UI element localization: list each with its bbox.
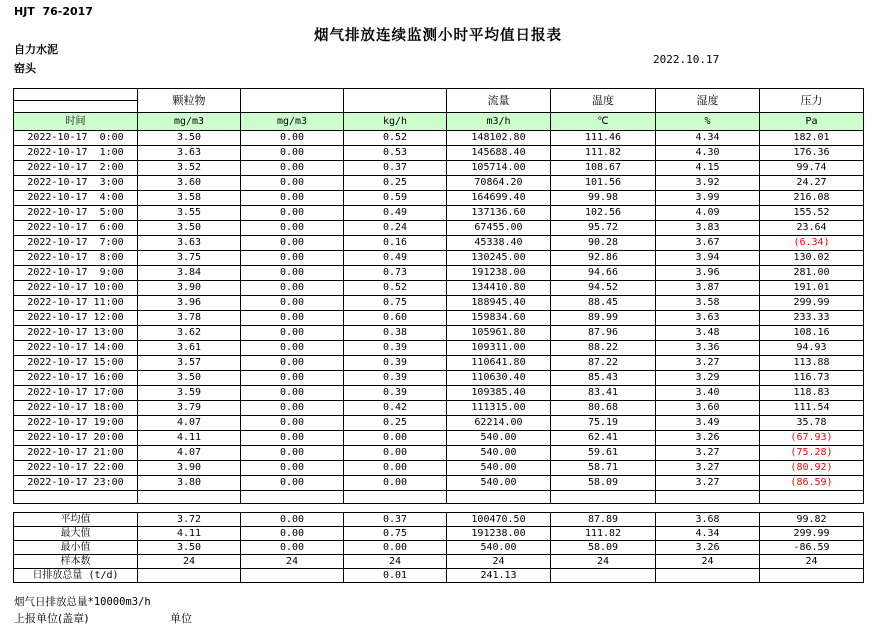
standard-code: HJT 76-2017 — [14, 5, 93, 18]
data-cell: (75.28) — [760, 446, 864, 461]
summary-cell: 87.89 — [551, 513, 656, 527]
data-cell: (67.93) — [760, 431, 864, 446]
summary-cell: 3.26 — [656, 541, 760, 555]
hour-row — [14, 281, 864, 296]
summary-cell-label: 平均值 — [14, 513, 138, 527]
data-cell: 3.29 — [656, 371, 760, 386]
summary-cell: 4.11 — [138, 527, 241, 541]
data-cell: 58.71 — [551, 461, 656, 476]
data-cell: 299.99 — [760, 296, 864, 311]
blank-cell — [760, 491, 864, 504]
data-cell: 109385.40 — [447, 386, 551, 401]
data-cell: 0.00 — [344, 446, 447, 461]
unit-header-row — [14, 113, 864, 131]
data-cell: 130.02 — [760, 251, 864, 266]
summary-cell: 3.68 — [656, 513, 760, 527]
blank-row — [14, 491, 864, 504]
data-cell: 0.24 — [344, 221, 447, 236]
unit-header-cell: mg/m3 — [138, 113, 241, 131]
data-cell: 108.67 — [551, 161, 656, 176]
hour-row — [14, 476, 864, 491]
data-cell: 216.08 — [760, 191, 864, 206]
data-cell: 88.45 — [551, 296, 656, 311]
data-cell-label: 2022-10-17 4:00 — [14, 191, 138, 206]
data-cell: 0.00 — [241, 191, 344, 206]
summary-cell: 540.00 — [447, 541, 551, 555]
summary-cell: 0.01 — [344, 569, 447, 583]
summary-cell — [138, 569, 241, 583]
data-cell: 3.49 — [656, 416, 760, 431]
summary-cell: 0.75 — [344, 527, 447, 541]
data-cell-label: 2022-10-17 3:00 — [14, 176, 138, 191]
data-cell-label: 2022-10-17 23:00 — [14, 476, 138, 491]
data-cell: 3.50 — [138, 221, 241, 236]
data-cell: 0.00 — [241, 371, 344, 386]
data-cell: 0.00 — [344, 431, 447, 446]
data-cell: 94.66 — [551, 266, 656, 281]
group-header-cell — [344, 89, 447, 113]
data-cell-label: 2022-10-17 10:00 — [14, 281, 138, 296]
summary-cell-label: 样本数 — [14, 555, 138, 569]
data-cell: (80.92) — [760, 461, 864, 476]
data-cell: 0.73 — [344, 266, 447, 281]
data-cell: 4.07 — [138, 446, 241, 461]
group-header-row — [14, 89, 864, 113]
group-header-cell: 流量 — [447, 89, 551, 113]
data-cell: 0.00 — [241, 251, 344, 266]
data-cell: 0.39 — [344, 386, 447, 401]
site-name: 窑头 — [14, 62, 36, 75]
footer-daily-total-label: 烟气日排放总量*10000m3/h — [14, 596, 151, 608]
data-cell: 3.75 — [138, 251, 241, 266]
data-cell: 233.33 — [760, 311, 864, 326]
data-cell: 45338.40 — [447, 236, 551, 251]
data-cell: 0.39 — [344, 356, 447, 371]
hour-row — [14, 326, 864, 341]
hour-row — [14, 191, 864, 206]
data-cell: 0.00 — [241, 311, 344, 326]
blank-cell — [656, 491, 760, 504]
data-cell: 0.00 — [241, 476, 344, 491]
data-cell: 0.00 — [241, 401, 344, 416]
data-cell: 3.83 — [656, 221, 760, 236]
hour-row — [14, 161, 864, 176]
data-cell: 3.63 — [138, 146, 241, 161]
unit-header-cell: Pa — [760, 113, 864, 131]
data-cell: 23.64 — [760, 221, 864, 236]
data-cell: 0.00 — [344, 461, 447, 476]
data-cell: 0.38 — [344, 326, 447, 341]
hour-row — [14, 206, 864, 221]
group-header-cell — [241, 89, 344, 113]
data-cell: 3.59 — [138, 386, 241, 401]
data-cell: 0.00 — [344, 476, 447, 491]
data-cell: 0.00 — [241, 461, 344, 476]
report-date: 2022.10.17 — [653, 53, 720, 66]
hour-row — [14, 266, 864, 281]
data-cell: 35.78 — [760, 416, 864, 431]
data-cell: 3.52 — [138, 161, 241, 176]
data-cell: 4.11 — [138, 431, 241, 446]
data-cell: 3.79 — [138, 401, 241, 416]
data-cell: 3.48 — [656, 326, 760, 341]
data-cell: 0.39 — [344, 371, 447, 386]
data-cell: 89.99 — [551, 311, 656, 326]
data-cell: 3.90 — [138, 281, 241, 296]
data-cell: 83.41 — [551, 386, 656, 401]
data-cell: 4.30 — [656, 146, 760, 161]
data-cell: 0.00 — [241, 296, 344, 311]
unit-header-cell: ℃ — [551, 113, 656, 131]
summary-cell: 3.50 — [138, 541, 241, 555]
data-cell: 3.62 — [138, 326, 241, 341]
footer-reporting-unit-label: 上报单位(盖章) — [14, 612, 89, 625]
hour-row — [14, 146, 864, 161]
data-cell: 191238.00 — [447, 266, 551, 281]
data-cell: 111.54 — [760, 401, 864, 416]
data-cell: 3.87 — [656, 281, 760, 296]
hour-row — [14, 176, 864, 191]
blank-cell — [447, 491, 551, 504]
summary-table — [13, 512, 864, 583]
summary-cell: 0.00 — [344, 541, 447, 555]
unit-header-cell: % — [656, 113, 760, 131]
data-cell: 0.49 — [344, 206, 447, 221]
hour-row — [14, 401, 864, 416]
blank-cell-label — [14, 491, 138, 504]
data-cell: 164699.40 — [447, 191, 551, 206]
summary-cell: 24 — [760, 555, 864, 569]
data-cell: 87.22 — [551, 356, 656, 371]
data-cell-label: 2022-10-17 21:00 — [14, 446, 138, 461]
data-cell-label: 2022-10-17 14:00 — [14, 341, 138, 356]
data-cell: 0.00 — [241, 386, 344, 401]
data-cell-label: 2022-10-17 20:00 — [14, 431, 138, 446]
data-cell: 3.63 — [138, 236, 241, 251]
data-cell: 94.93 — [760, 341, 864, 356]
footer-unit-label: 单位 — [170, 612, 192, 625]
data-cell-label: 2022-10-17 0:00 — [14, 131, 138, 146]
data-cell: 0.00 — [241, 446, 344, 461]
data-cell: 137136.60 — [447, 206, 551, 221]
group-header-cell: 颗粒物 — [138, 89, 241, 113]
data-cell: 0.00 — [241, 236, 344, 251]
data-cell: 3.55 — [138, 206, 241, 221]
data-cell-label: 2022-10-17 18:00 — [14, 401, 138, 416]
data-cell: 540.00 — [447, 476, 551, 491]
data-cell: 109311.00 — [447, 341, 551, 356]
hour-row — [14, 296, 864, 311]
data-cell: 159834.60 — [447, 311, 551, 326]
summary-row — [14, 555, 864, 569]
data-cell: 3.61 — [138, 341, 241, 356]
summary-cell — [760, 569, 864, 583]
summary-cell: 100470.50 — [447, 513, 551, 527]
data-cell: 540.00 — [447, 431, 551, 446]
summary-cell — [551, 569, 656, 583]
data-cell: 3.60 — [656, 401, 760, 416]
data-cell: 67455.00 — [447, 221, 551, 236]
data-cell: 3.90 — [138, 461, 241, 476]
data-cell: 4.09 — [656, 206, 760, 221]
data-cell: (86.59) — [760, 476, 864, 491]
data-cell: 87.96 — [551, 326, 656, 341]
data-cell-label: 2022-10-17 12:00 — [14, 311, 138, 326]
data-cell: 118.83 — [760, 386, 864, 401]
data-cell-label: 2022-10-17 15:00 — [14, 356, 138, 371]
unit-header-cell-label: 时间 — [14, 113, 138, 131]
data-cell: 0.00 — [241, 326, 344, 341]
summary-cell: 99.82 — [760, 513, 864, 527]
data-cell: 80.68 — [551, 401, 656, 416]
hour-row — [14, 236, 864, 251]
data-cell: 0.39 — [344, 341, 447, 356]
data-cell: 3.27 — [656, 461, 760, 476]
summary-cell: 24 — [447, 555, 551, 569]
data-cell: 3.84 — [138, 266, 241, 281]
data-cell: 3.63 — [656, 311, 760, 326]
data-cell: 3.27 — [656, 446, 760, 461]
data-cell: 3.58 — [656, 296, 760, 311]
data-cell: 145688.40 — [447, 146, 551, 161]
data-cell: 0.00 — [241, 131, 344, 146]
data-cell: 0.37 — [344, 161, 447, 176]
data-cell-label: 2022-10-17 19:00 — [14, 416, 138, 431]
summary-row — [14, 569, 864, 583]
data-cell: 0.00 — [241, 431, 344, 446]
data-cell: 0.00 — [241, 176, 344, 191]
group-header-cell: 温度 — [551, 89, 656, 113]
data-cell: 182.01 — [760, 131, 864, 146]
blank-cell — [241, 491, 344, 504]
data-cell: 0.52 — [344, 131, 447, 146]
data-cell: 101.56 — [551, 176, 656, 191]
time-header-spacer — [14, 89, 138, 113]
summary-cell: -86.59 — [760, 541, 864, 555]
data-cell: 70864.20 — [447, 176, 551, 191]
data-cell: 102.56 — [551, 206, 656, 221]
summary-cell: 24 — [344, 555, 447, 569]
data-cell: 540.00 — [447, 446, 551, 461]
data-cell: 62214.00 — [447, 416, 551, 431]
data-cell-label: 2022-10-17 17:00 — [14, 386, 138, 401]
data-cell: 0.00 — [241, 266, 344, 281]
summary-cell: 58.09 — [551, 541, 656, 555]
data-cell-label: 2022-10-17 22:00 — [14, 461, 138, 476]
data-cell: 110630.40 — [447, 371, 551, 386]
data-cell: (6.34) — [760, 236, 864, 251]
data-cell: 105714.00 — [447, 161, 551, 176]
data-cell: 116.73 — [760, 371, 864, 386]
unit-header-cell: mg/m3 — [241, 113, 344, 131]
data-cell: 0.53 — [344, 146, 447, 161]
data-cell: 0.42 — [344, 401, 447, 416]
data-cell: 0.00 — [241, 281, 344, 296]
data-cell: 111.46 — [551, 131, 656, 146]
hour-row — [14, 386, 864, 401]
data-cell: 113.88 — [760, 356, 864, 371]
summary-cell: 0.00 — [241, 527, 344, 541]
data-cell: 0.25 — [344, 416, 447, 431]
data-cell: 148102.80 — [447, 131, 551, 146]
hour-row — [14, 431, 864, 446]
data-cell: 85.43 — [551, 371, 656, 386]
data-cell-label: 2022-10-17 9:00 — [14, 266, 138, 281]
summary-cell: 191238.00 — [447, 527, 551, 541]
blank-cell — [551, 491, 656, 504]
data-cell-label: 2022-10-17 5:00 — [14, 206, 138, 221]
summary-cell: 241.13 — [447, 569, 551, 583]
summary-row — [14, 527, 864, 541]
summary-cell: 3.72 — [138, 513, 241, 527]
data-cell: 94.52 — [551, 281, 656, 296]
summary-cell-label: 最小值 — [14, 541, 138, 555]
data-cell: 3.50 — [138, 371, 241, 386]
unit-header-cell: m3/h — [447, 113, 551, 131]
summary-cell: 111.82 — [551, 527, 656, 541]
hour-row — [14, 341, 864, 356]
data-cell: 3.96 — [138, 296, 241, 311]
data-cell: 3.36 — [656, 341, 760, 356]
data-cell: 90.28 — [551, 236, 656, 251]
summary-row — [14, 541, 864, 555]
summary-cell — [241, 569, 344, 583]
group-header-cell: 湿度 — [656, 89, 760, 113]
data-cell: 0.25 — [344, 176, 447, 191]
report-title: 烟气排放连续监测小时平均值日报表 — [314, 28, 562, 44]
data-cell: 95.72 — [551, 221, 656, 236]
data-cell: 99.74 — [760, 161, 864, 176]
data-cell: 0.75 — [344, 296, 447, 311]
data-cell: 4.07 — [138, 416, 241, 431]
data-cell: 24.27 — [760, 176, 864, 191]
data-cell: 0.00 — [241, 146, 344, 161]
data-cell: 0.00 — [241, 356, 344, 371]
data-cell: 130245.00 — [447, 251, 551, 266]
data-cell: 155.52 — [760, 206, 864, 221]
data-cell: 0.00 — [241, 416, 344, 431]
data-cell-label: 2022-10-17 8:00 — [14, 251, 138, 266]
data-cell: 191.01 — [760, 281, 864, 296]
data-cell: 59.61 — [551, 446, 656, 461]
summary-cell — [656, 569, 760, 583]
unit-header-cell: kg/h — [344, 113, 447, 131]
company-name: 自力水泥 — [14, 43, 58, 56]
summary-cell-label: 日排放总量 (t/d) — [14, 569, 138, 583]
data-cell: 0.52 — [344, 281, 447, 296]
hour-row — [14, 311, 864, 326]
hour-row — [14, 251, 864, 266]
data-cell: 0.16 — [344, 236, 447, 251]
hour-row — [14, 221, 864, 236]
data-cell: 3.26 — [656, 431, 760, 446]
data-cell: 3.99 — [656, 191, 760, 206]
data-cell: 75.19 — [551, 416, 656, 431]
summary-cell: 24 — [138, 555, 241, 569]
data-cell: 0.49 — [344, 251, 447, 266]
data-cell: 4.15 — [656, 161, 760, 176]
summary-cell: 299.99 — [760, 527, 864, 541]
data-cell: 4.34 — [656, 131, 760, 146]
hour-row — [14, 446, 864, 461]
data-cell: 3.27 — [656, 356, 760, 371]
summary-cell: 24 — [656, 555, 760, 569]
data-cell: 62.41 — [551, 431, 656, 446]
summary-cell-label: 最大值 — [14, 527, 138, 541]
data-cell: 108.16 — [760, 326, 864, 341]
hour-row — [14, 371, 864, 386]
data-cell: 3.67 — [656, 236, 760, 251]
data-cell: 111315.00 — [447, 401, 551, 416]
data-cell: 3.94 — [656, 251, 760, 266]
data-cell-label: 2022-10-17 11:00 — [14, 296, 138, 311]
data-cell: 134410.80 — [447, 281, 551, 296]
summary-row — [14, 513, 864, 527]
hourly-data-table — [13, 88, 864, 504]
data-cell-label: 2022-10-17 13:00 — [14, 326, 138, 341]
data-cell: 58.09 — [551, 476, 656, 491]
summary-cell: 0.37 — [344, 513, 447, 527]
summary-cell: 24 — [241, 555, 344, 569]
data-cell: 3.60 — [138, 176, 241, 191]
data-cell: 281.00 — [760, 266, 864, 281]
data-cell: 111.82 — [551, 146, 656, 161]
data-cell: 0.00 — [241, 206, 344, 221]
blank-cell — [344, 491, 447, 504]
hour-row — [14, 461, 864, 476]
data-cell: 110641.80 — [447, 356, 551, 371]
hour-row — [14, 131, 864, 146]
data-cell: 176.36 — [760, 146, 864, 161]
summary-cell: 24 — [551, 555, 656, 569]
data-cell: 540.00 — [447, 461, 551, 476]
data-cell: 3.40 — [656, 386, 760, 401]
group-header-cell: 压力 — [760, 89, 864, 113]
summary-cell: 0.00 — [241, 541, 344, 555]
data-cell: 3.92 — [656, 176, 760, 191]
data-cell: 0.00 — [241, 221, 344, 236]
data-cell: 105961.80 — [447, 326, 551, 341]
data-cell-label: 2022-10-17 1:00 — [14, 146, 138, 161]
data-cell: 3.80 — [138, 476, 241, 491]
data-cell: 99.98 — [551, 191, 656, 206]
summary-cell: 4.34 — [656, 527, 760, 541]
data-cell: 0.60 — [344, 311, 447, 326]
data-cell-label: 2022-10-17 6:00 — [14, 221, 138, 236]
data-cell: 92.86 — [551, 251, 656, 266]
data-cell: 3.58 — [138, 191, 241, 206]
data-cell: 3.57 — [138, 356, 241, 371]
data-cell-label: 2022-10-17 7:00 — [14, 236, 138, 251]
hour-row — [14, 356, 864, 371]
data-cell: 0.00 — [241, 161, 344, 176]
data-cell-label: 2022-10-17 2:00 — [14, 161, 138, 176]
data-cell: 3.50 — [138, 131, 241, 146]
data-cell-label: 2022-10-17 16:00 — [14, 371, 138, 386]
summary-cell: 0.00 — [241, 513, 344, 527]
data-cell: 3.96 — [656, 266, 760, 281]
data-cell: 3.27 — [656, 476, 760, 491]
data-cell: 188945.40 — [447, 296, 551, 311]
blank-cell — [138, 491, 241, 504]
data-cell: 3.78 — [138, 311, 241, 326]
data-cell: 88.22 — [551, 341, 656, 356]
data-cell: 0.59 — [344, 191, 447, 206]
hour-row — [14, 416, 864, 431]
data-cell: 0.00 — [241, 341, 344, 356]
